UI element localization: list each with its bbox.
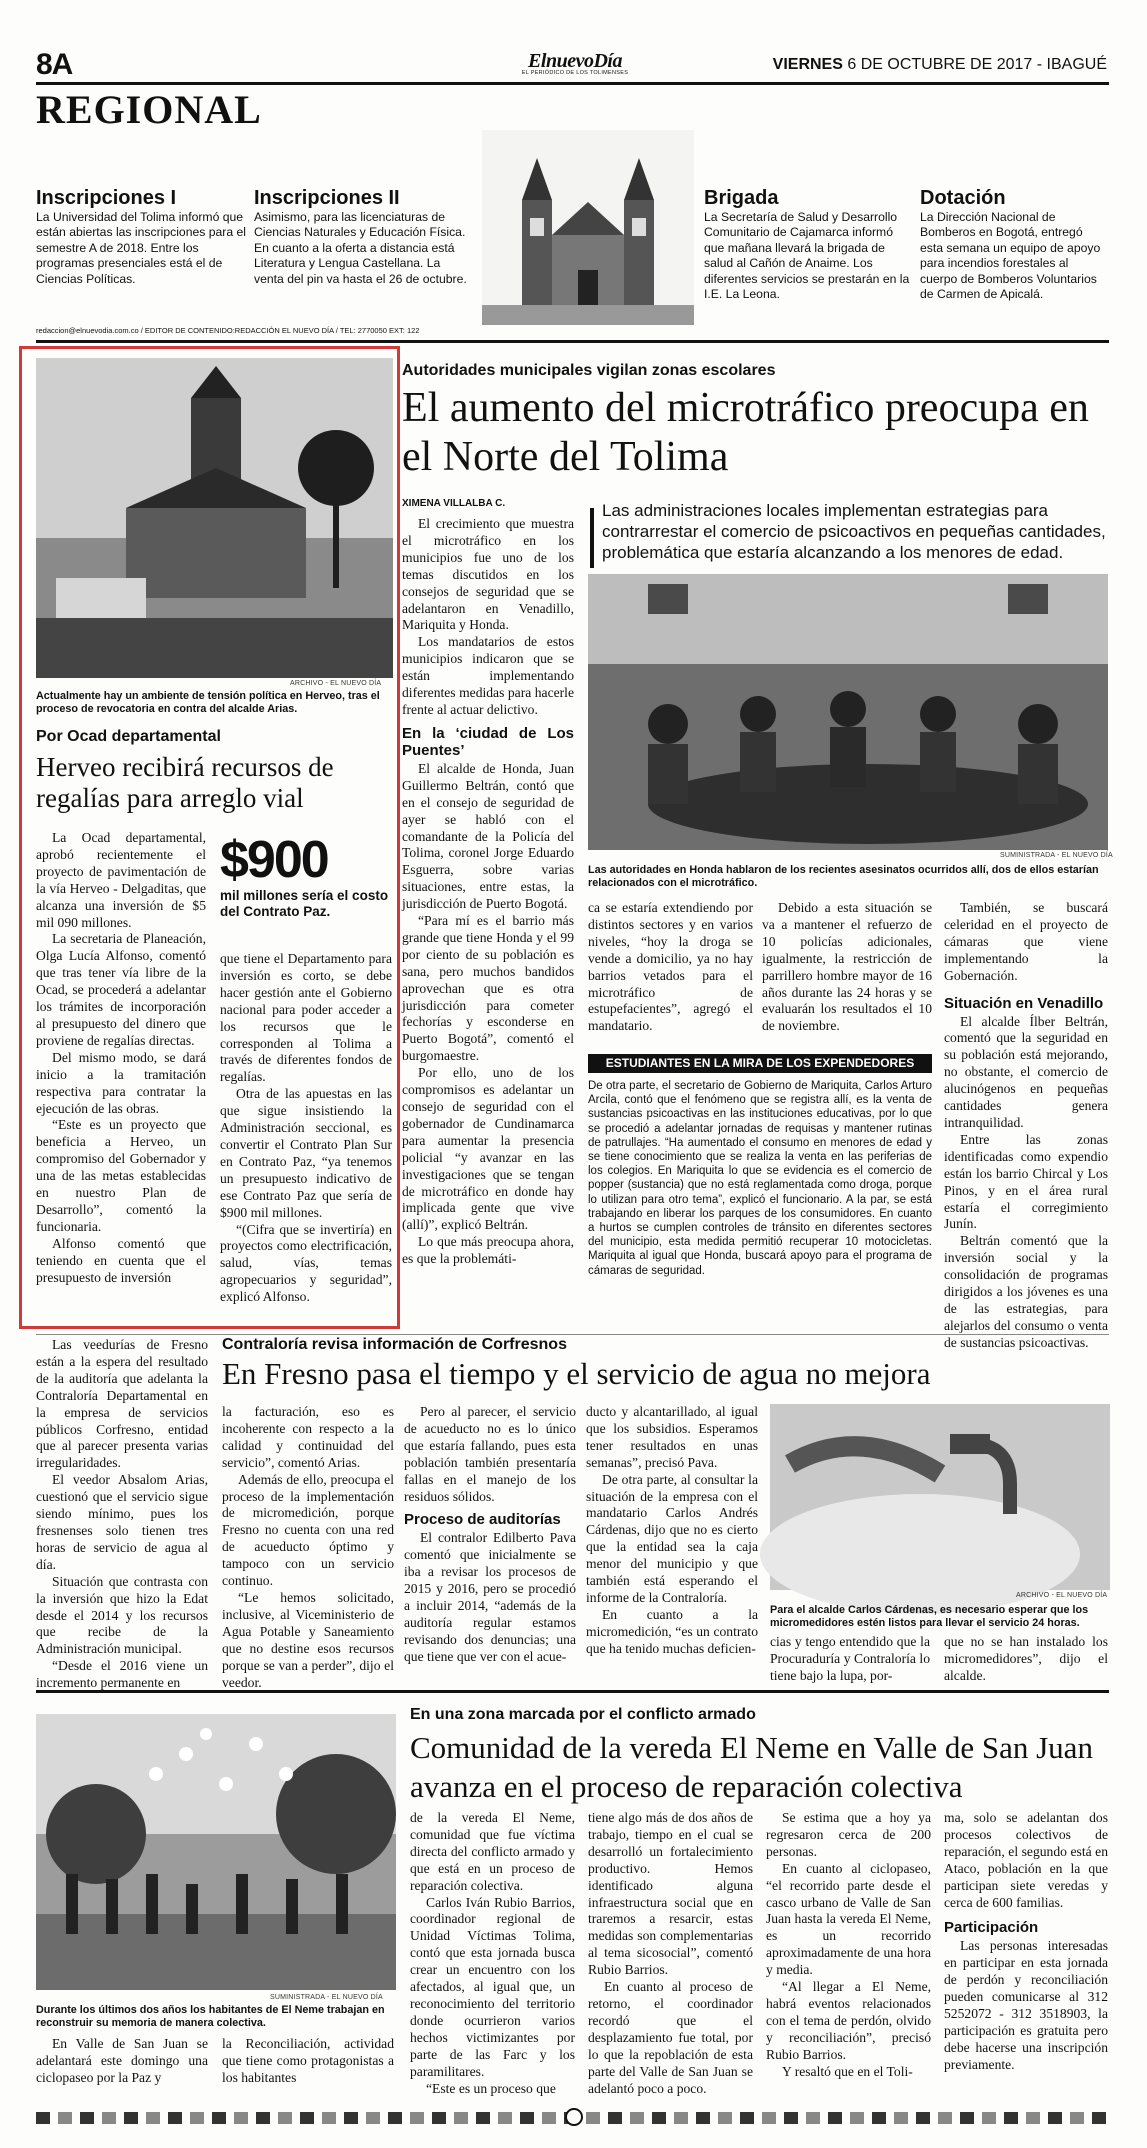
paragraph: Las personas interesadas en participar en esta jornada de perdón y reconciliación pueden comunicarse al 312 5252072 - 312 3518903, la participación es gratuita pero debe hacerse una inscripción previamente. xyxy=(944,1938,1108,2072)
photo-caption: Actualmente hay un ambiente de tensión política en Herveo, tras el proceso de revocatoria en contra del alcalde Arias. xyxy=(36,690,380,715)
paragraph: La secretaria de Planeación, Olga Lucía Alfonso, comentó que tras tener vía libre de la Ocad, se procederá a adelantar los trámites de incorporación al presupuesto del dinero que proviene de regalías directas. xyxy=(36,931,206,1048)
lead-marker xyxy=(590,508,594,568)
paragraph: También, se buscará celeridad en el proyecto de cámaras que viene implementando la Gobernación. xyxy=(944,900,1108,983)
paragraph: la facturación, eso es incoherente con respecto a la calidad y continuidad del servicio”, comentó Arias. xyxy=(222,1404,394,1470)
paragraph: Pero al parecer, el servicio de acueducto no es lo único que estaría fallando, pues esta población también presentaría fallas en el manejo de los residuos sólidos. xyxy=(404,1404,576,1504)
paragraph: Lo que más preocupa ahora, es que la problemáti- xyxy=(402,1234,574,1267)
contact-line: redaccion@elnuevodia.com.co / EDITOR DE CONTENIDO:REDACCIÓN EL NUEVO DÍA / TEL: 2770050 EXT: 122 xyxy=(36,326,420,335)
date-rest: 6 DE OCTUBRE DE 2017 - IBAGUÉ xyxy=(847,56,1107,73)
paragraph: ma, solo se adelantan dos procesos colectivos de reparación, el segundo está en Ataco, población en la que participan siete veredas y cerca de 600 familias. xyxy=(944,1810,1108,1910)
brief-text: La Secretaría de Salud y Desarrollo Comunitario de Cajamarca informó que mañana llevará la brigada de salud al Cañón de Anaime. Los diferentes servicios se prestarán en la I.E. La Leona. xyxy=(704,210,910,302)
brief-text: Asimismo, para las licenciaturas de Ciencias Naturales y Educación Física. En cuanto a la oferta a distancia está Literatura y Lengua Castellana. La venta del pin va hasta el 26 de octubre. xyxy=(254,210,467,286)
brief-text: La Dirección Nacional de Bomberos en Bogotá, entregó esta semana un equipo de apoyo para incendios forestales al cuerpo de Bomberos Voluntarios de Carmen de Apicalá. xyxy=(920,210,1101,302)
logo-text: ElnuevoDía xyxy=(528,50,622,72)
subhead: Situación en Venadillo xyxy=(944,994,1104,1012)
neme-column-4 xyxy=(944,1810,1108,2100)
paragraph: “Al llegar a El Neme, habrá eventos relacionados con el tema de perdón, olvido y reconciliación”, precisó Rubio Barrios. xyxy=(766,1979,931,2062)
church-icon xyxy=(482,130,694,325)
brief-inscripciones-1 xyxy=(36,186,254,287)
honda-meeting-photo xyxy=(588,574,1108,850)
fresno-left-column xyxy=(36,1337,208,1691)
microtrafico-column-2 xyxy=(588,900,753,1034)
balloons-crowd-icon xyxy=(36,1714,396,1990)
page-number: 8A xyxy=(36,48,73,81)
paragraph: “Este es un proyecto que beneficia a Herveo, un compromiso del Gobernador y una de las metas establecidas en nuestro Plan de Desarrollo”, comentó la funcionaria. xyxy=(36,1117,206,1234)
herveo-column-2 xyxy=(220,951,392,1321)
paragraph: la Reconciliación, actividad que tiene como protagonistas a los habitantes xyxy=(222,2036,394,2085)
fresno-column-4 xyxy=(586,1404,758,1678)
paragraph: que no se han instalado los micromedidores”, dijo el alcalde. xyxy=(944,1634,1108,1683)
section-title: REGIONAL xyxy=(36,87,262,132)
paragraph: Además de ello, preocupa el proceso de la implementación de micromedición, porque Fresno no cuenta con una red de acueducto óptimo y tampoco con un servicio continuo. xyxy=(222,1471,394,1589)
paragraph: Entre las zonas identificadas como expendio están los barrio Chircal y Los Pinos, y en el área rural estaría el corregimiento Junín. xyxy=(944,1131,1108,1232)
faucet-photo xyxy=(770,1404,1110,1590)
fresno-column-5 xyxy=(770,1634,930,1683)
brief-title: Brigada xyxy=(704,187,779,209)
herveo-column-1 xyxy=(36,830,206,1320)
neme-left-column-1 xyxy=(36,2036,208,2100)
microtrafico-column-1 xyxy=(402,516,574,1326)
paragraph: La Ocad departamental, aprobó recientemente el proyecto de pavimentación de la vía Herveo - Delgaditas, que alcanza una inversión de $5 mil 090 millones. xyxy=(36,830,206,930)
paragraph: En cuanto al ciclopaseo, “el recorrido parte desde el casco urbano de Valle de San Juan hasta la vereda El Neme, es un recorrido aproximadamente de una hora y media. xyxy=(766,1860,931,1978)
photo-credit: SUMINISTRADA - EL NUEVO DÍA xyxy=(1000,852,1113,859)
article-headline: En Fresno pasa el tiempo y el servicio de agua no mejora xyxy=(222,1356,931,1391)
paragraph: Situación que contrasta con la inversión que hizo la Edat desde el 2014 y los recursos que recibe de la Administración municipal. xyxy=(36,1573,208,1657)
photo-caption: Durante los últimos dos años los habitantes de El Neme trabajan en reconstruir su memoria de manera colectiva. xyxy=(36,2004,385,2029)
subhead: En la ‘ciudad de Los Puentes’ xyxy=(402,724,574,759)
fresno-column-2 xyxy=(222,1404,394,1690)
fresno-column-6 xyxy=(944,1634,1108,1683)
subhead: Proceso de auditorías xyxy=(404,1511,561,1529)
paragraph: Otra de las apuestas en las que sigue insistiendo la Administración seccional, es convertir el Contrato Plan Sur en Contrato Paz, “ya tenemos un presupuesto indicativo de ese Contrato Paz que sería de $900 mil millones. xyxy=(220,1086,392,1220)
brief-text: La Universidad del Tolima informó que están abiertas las inscripciones para el semestre A de 2018. Entre los programas presenciales está el de Ciencias Políticas. xyxy=(36,210,247,286)
subhead: Participación xyxy=(944,1919,1039,1937)
herveo-photo xyxy=(36,358,393,678)
sidebar-box-title: ESTUDIANTES EN LA MIRA DE LOS EXPENDEDORES xyxy=(588,1054,932,1073)
photo-credit: ARCHIVO - EL NUEVO DÍA xyxy=(290,680,382,687)
highlight-value: $900 xyxy=(220,831,328,889)
paragraph: Debido a esta situación se va a mantener el refuerzo de 10 policías adicionales, igualmente, la restricción de parrillero hombre mayor de 16 años durante las 24 horas y se evaluarán los resultados el 10 de noviembre. xyxy=(762,900,932,1034)
brief-dotacion xyxy=(920,186,1108,302)
article-headline: El aumento del microtráfico preocupa en el Norte del Tolima xyxy=(402,385,1089,480)
registration-mark-icon xyxy=(565,2108,583,2126)
paragraph: de la vereda El Neme, comunidad que fue víctima directa del conflicto armado y que está en un proceso de reparación colectiva. xyxy=(410,1810,575,1893)
paragraph: Y resaltó que en el Toli- xyxy=(782,2063,913,2079)
section-divider xyxy=(36,1334,1109,1335)
brief-brigada xyxy=(704,186,914,302)
article-byline: XIMENA VILLALBA C. xyxy=(402,498,506,509)
article-lead: Las administraciones locales implementan estrategias para contrarrestar el comercio de psicoactivos en pequeñas cantidades, problemática que estaría alcanzando a los menores de edad. xyxy=(602,501,1106,562)
neme-column-2 xyxy=(588,1810,753,2100)
paragraph: Del mismo modo, se dará inicio a la tramitación respectiva para contratar la ejecución de las obras. xyxy=(36,1049,206,1116)
neme-community-photo xyxy=(36,1714,396,1990)
microtrafico-column-4 xyxy=(944,900,1108,1350)
paragraph: ducto y alcantarillado, al igual que los subsidios. Esperamos tener resultados en unas semanas”, precisó Pava. xyxy=(586,1404,758,1470)
paragraph: De otra parte, al consultar la situación de la empresa con el mandatario Carlos Andrés Cárdenas, dijo que no es cierto que la entidad sea la caja menor del municipio y que también está esperando el informe de la Contraloría. xyxy=(586,1471,758,1605)
paragraph: Las veedurías de Fresno están a la espera del resultado de la auditoría que adelanta la Contraloría Departamental en la empresa de servicios públicos Corfresno, entidad que al parecer presenta varias irregularidades. xyxy=(36,1337,208,1471)
article-kicker: Por Ocad departamental xyxy=(36,728,221,745)
newspaper-logo xyxy=(490,50,660,76)
paragraph: Alfonso comentó que teniendo en cuenta que el presupuesto de inversión xyxy=(36,1235,206,1285)
paragraph: El alcalde Ílber Beltrán, comentó que la seguridad en su población está mejorando, no obstante, el comercio de alucinógenos en pequeñas cantidades genera intranquilidad. xyxy=(944,1013,1108,1130)
header-rule xyxy=(36,82,1109,85)
brief-title: Inscripciones II xyxy=(254,187,400,209)
paragraph: En Valle de San Juan se adelantará este domingo una ciclopaseo por la Paz y xyxy=(36,2036,208,2085)
fresno-column-3 xyxy=(404,1404,576,1678)
herveo-church-icon xyxy=(36,358,393,678)
microtrafico-column-3 xyxy=(762,900,932,1034)
article-headline: Herveo recibirá recursos de regalías para arreglo vial xyxy=(36,752,334,813)
paragraph: Por ello, uno de los compromisos es adelantar un consejo de seguridad con el gobernador de Cundinamarca para aumentar la presencia policial “y avanzar en las investigaciones que se tengan de microtráfico en donde hay implicada gente que vive (allí)”, explicó Beltrán. xyxy=(402,1065,574,1233)
logo-tagline: EL PERIÓDICO DE LOS TOLIMENSES xyxy=(521,70,629,76)
paragraph: Beltrán comentó que la inversión social y la consolidación de programas dirigidos a los jóvenes es una de las estrategias, para alejarlos del consumo o venta de sustancias psicoactivas. xyxy=(944,1233,1108,1350)
paragraph: En cuanto al proceso de retorno, el coordinador recordó que el desplazamiento fue total, por lo que la repoblación de esta parte del Valle de San Juan se adelantó poco a poco. xyxy=(588,1979,753,2096)
faucet-icon xyxy=(770,1404,1110,1590)
article-headline: Comunidad de la vereda El Neme en Valle de San Juan avanza en el proceso de reparación colectiva xyxy=(410,1730,1093,1804)
paragraph: ca se estaría extendiendo por distintos sectores y en varios niveles, “hoy la droga se vende a domicilio, ya no hay barrios vetados para el microtráfico de estupefacientes”, agregó el mandatario. xyxy=(588,900,753,1034)
article-kicker: Autoridades municipales vigilan zonas escolares xyxy=(402,362,776,379)
highlight-text: mil millones sería el costo del Contrato Paz. xyxy=(220,888,389,919)
paragraph: “(Cifra que se invertiría) en proyectos como electrificación, salud, vías, temas agropecuarios y seguridad”, explicó Alfonso. xyxy=(220,1221,392,1305)
paragraph: “Desde el 2016 viene un incremento permanente en xyxy=(36,1658,208,1691)
paragraph: El crecimiento que muestra el microtráfico en los municipios fue uno de los temas discutidos en los consejos de seguridad que se adelantaron en Venadillo, Mariquita y Honda. xyxy=(402,516,574,633)
section-divider xyxy=(36,1690,1109,1693)
paragraph: El alcalde de Honda, Juan Guillermo Beltrán, contó que en el consejo de seguridad de ayer se habló con el comandante de la Policía del Tolima, coronel Jorge Eduardo Esguerra, sobre varias situaciones, entre estas, la jurisdicción de Puerto Bogotá. xyxy=(402,760,574,912)
photo-credit: SUMINISTRADA - EL NUEVO DÍA xyxy=(270,1994,383,2001)
brief-title: Dotación xyxy=(920,187,1006,209)
paragraph: “Para mí es el barrio más grande que tiene Honda y el 99 por ciento de su población es sana, pero muchos bandidos aprovechan que es otra jurisdicción para cometer fechorías y esconderse en Puerto Bogotá”, comentó el burgomaestre. xyxy=(402,913,574,1064)
date-day: VIERNES xyxy=(772,56,843,73)
paragraph: Los mandatarios de estos municipios indicaron que se están implementando diferentes medidas para hacerle frente al actuar delictivo. xyxy=(402,634,574,717)
paragraph: El veedor Absalom Arias, cuestionó que el servicio sigue siendo mínimo, pues los fresnenses solo tienen tres horas de servicio de agua al día. xyxy=(36,1472,208,1572)
sidebar-box-text: De otra parte, el secretario de Gobierno de Mariquita, Carlos Arturo Arcila, contó que el fenómeno que se registra allí, es la venta de sustancias psicoactivas en las instituciones educativas, por lo que se procedió a adelantar jornadas de requisas y mantener rutinas de patrullajes. “Ha aumentado el consumo en menores de edad y se tiene conocimiento que se realiza la venta en las periferias de los colegios. En Mariquita lo que se evidencia es el comercio de popper (sustancia) que no está reglamentada como droga, porque lo utilizan para otro tema”, explicó el funcionario. A la par, se está trabajando en liberar los parques de los consumidores. En cuanto a hurtos se cumplen controles de tránsito en diferentes sectores del municipio, esta medida permitió recuperar 10 motocicletas. Mariquita al igual que Honda, buscará apoyo para el programa de cámaras de seguridad. xyxy=(588,1080,932,1277)
photo-caption: Las autoridades en Honda hablaron de los recientes asesinatos ocurridos allí, dos de ellos estarían relacionados con el microtráfico. xyxy=(588,864,1099,889)
brief-inscripciones-2 xyxy=(254,186,469,287)
paragraph: Se estima que a hoy ya regresaron cerca de 200 personas. xyxy=(766,1810,931,1859)
paragraph: “Le hemos solicitado, inclusive, al Viceministerio de Agua Potable y Saneamiento que no destine esos recursos porque se van a perder”, dijo el veedor. xyxy=(222,1589,394,1690)
neme-left-column-2 xyxy=(222,2036,394,2100)
meeting-icon xyxy=(588,574,1108,850)
church-photo-illustration xyxy=(482,130,694,325)
neme-column-1 xyxy=(410,1810,575,2100)
paragraph: El contralor Edilberto Pava comentó que inicialmente se iba a revisar los procesos de 2015 y 2016, pero se procedió a incluir 2014, “además de la auditoría regular estamos revisando dos denuncias; una que tiene que ver con el acue- xyxy=(404,1530,576,1664)
paragraph: que tiene el Departamento para inversión es corto, se debe hacer gestión ante el Gobierno nacional para poder acceder a los recursos que le corresponden al Tolima a través de diferentes fondos de regalías. xyxy=(220,951,392,1085)
page-date xyxy=(773,56,1107,74)
paragraph: En cuanto a la micromedición, “es un contrato que ha tenido muchas deficien- xyxy=(586,1606,758,1656)
paragraph: cias y tengo entendido que la Procuraduría y Contraloría lo tiene bajo la lupa, por- xyxy=(770,1634,930,1683)
photo-credit: ARCHIVO - EL NUEVO DÍA xyxy=(1016,1592,1108,1599)
neme-column-3 xyxy=(766,1810,931,2100)
brief-title: Inscripciones I xyxy=(36,187,177,209)
article-kicker: En una zona marcada por el conflicto armado xyxy=(410,1706,756,1723)
paragraph: Carlos Iván Rubio Barrios, coordinador regional de Unidad Víctimas Tolima, contó que esta jornada busca crear un encuentro con los afectados, al igual que, un reconocimiento del territorio donde ocurrieron varios hechos victimizantes por parte de las Farc y los paramilitares. xyxy=(410,1894,575,2079)
article-kicker: Contraloría revisa información de Corfresnos xyxy=(222,1336,567,1353)
paragraph: tiene algo más de dos años de trabajo, tiempo en el cual se desarrolló un fortalecimiento productivo. Hemos identificado alguna infraestructura social que en traremos a resarcir, estas medidas son complementarias al tema sicosocial”, comentó Rubio Barrios. xyxy=(588,1810,753,1978)
photo-caption: Para el alcalde Carlos Cárdenas, es necesario esperar que los micromedidores estén listos para llevar el servicio 24 horas. xyxy=(770,1604,1089,1629)
paragraph: “Este es un proceso que xyxy=(426,2080,556,2096)
briefs-rule xyxy=(36,340,1109,343)
